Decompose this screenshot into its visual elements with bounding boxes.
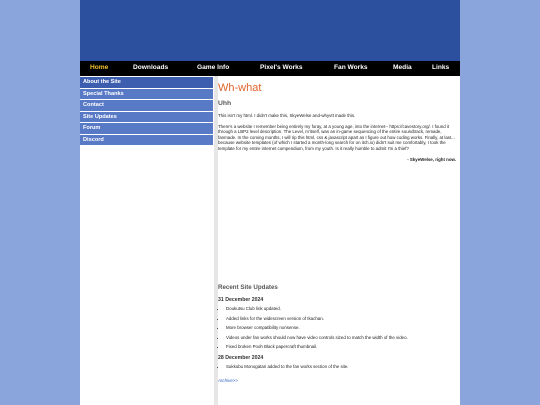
update-list (218, 364, 456, 370)
nav-links[interactable]: Links (432, 64, 450, 71)
list-item: • Doukutsu Club link updated. (226, 306, 456, 312)
nav-fan-works[interactable]: Fan Works (334, 64, 368, 71)
sidebar-item-discord[interactable]: Discord (80, 135, 213, 146)
update-date: 31 December 2024 (218, 297, 264, 303)
sidebar (80, 77, 213, 146)
sidebar-item-site-updates[interactable]: Site Updates (80, 112, 213, 123)
list-item: • Added links for the widescreen version of Ikachan. (226, 316, 456, 322)
updates-heading: Recent Site Updates (218, 284, 278, 291)
page-title: Wh-what (218, 82, 262, 94)
top-nav (80, 61, 460, 76)
nav-media[interactable]: Media (393, 64, 412, 71)
page-container (80, 0, 460, 405)
list-item: • More browser compatibility nonsense. (226, 325, 456, 331)
update-date: 28 December 2024 (218, 354, 264, 361)
nav-game-info[interactable]: Game Info (197, 64, 230, 71)
signature: - SkyeWelse, right now. (407, 156, 456, 162)
sidebar-item-about[interactable]: About the Site (80, 77, 213, 88)
recent-updates (218, 284, 456, 383)
intro-paragraph: This isn't my html. I didn't make this, SkyeWelse and-whyvtt made this. (218, 113, 356, 118)
nav-downloads[interactable]: Downloads (133, 64, 169, 71)
list-item: • Fixed broken Pooh Black papercraft thumbnail. (226, 344, 456, 350)
archive-link[interactable]: Archive>> (218, 377, 238, 383)
page-subtitle: Uhh (218, 100, 232, 107)
main-content (218, 76, 456, 162)
list-item: • Sukkubu Monogatari added to the fan works section of the site. (226, 364, 456, 370)
body-paragraph: There's a website I remember being entirely my foray, at a young age, into the internet-- https://cavestory.org/. I found it through a LBP2 level description. The Level, m'itself, was an in-game sequencing of the entire soundtrack, remade, fanmade. In the coming months, I will rip this html, css & javascript apart as I figure out how coding works. Finally, at last... because website templates (of which I started a month-long search for on itch.io) didn't suit me comfortably, I took the template for my entire internet compendium, from my youth. Is it really humble to admit I'm a thief? (218, 123, 455, 151)
sidebar-item-forum[interactable]: Forum (80, 123, 213, 134)
sidebar-item-contact[interactable]: Contact (80, 100, 213, 111)
site-banner (80, 0, 460, 62)
update-list (218, 306, 456, 350)
sidebar-item-special-thanks[interactable]: Special Thanks (80, 89, 213, 100)
nav-pixels-works[interactable]: Pixel's Works (260, 64, 303, 71)
list-item: • Videos under fan works should now have video controls sized to match the width of the video. (226, 335, 456, 341)
nav-home[interactable]: Home (90, 64, 109, 71)
